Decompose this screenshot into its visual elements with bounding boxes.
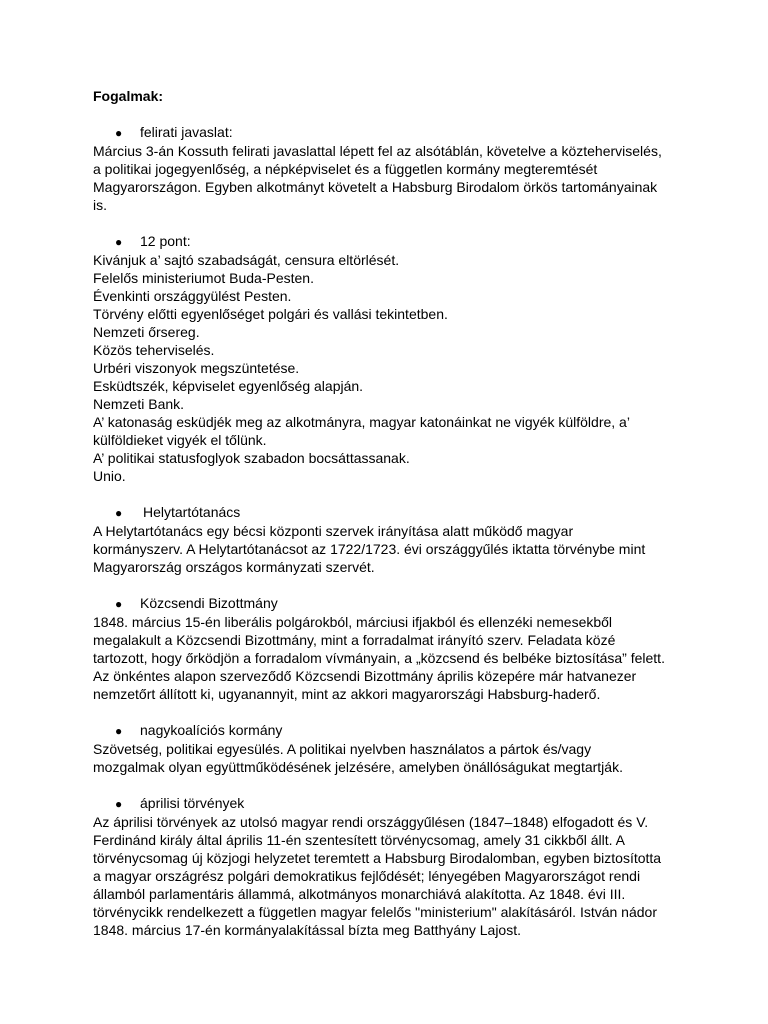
definition-text-line: 1848. március 15-én liberális polgárokból, márciusi ifjakból és ellenzéki nemesekből xyxy=(93,614,613,630)
document-heading: Fogalmak: xyxy=(93,88,164,104)
term-label: nagykoalíciós kormány xyxy=(140,722,283,738)
term-row xyxy=(93,721,678,740)
definition-text-line: a magyar országrész polgári demokratikus fejlődését; lényegében Magyarországot rendi xyxy=(93,868,641,884)
term-row xyxy=(93,503,678,522)
definition-section xyxy=(93,503,678,576)
definition-text-line: tartozott, hogy őrködjön a forradalom vívmányain, a „közcsend és belbéke biztosítása” felett. xyxy=(93,650,665,666)
definition-text-line: A Helytartótanács egy bécsi központi szervek irányítása alatt működő magyar xyxy=(93,523,574,539)
definition-text-line: a politikai jogegyenlőség, a népképviselet és a független kormány megteremtését xyxy=(93,161,598,177)
definition-text-line: Az áprilisi törvények az utolsó magyar rendi országgyűlésen (1847–1848) elfogadott és V. xyxy=(93,814,649,830)
definition-text-line: államból parlamentáris állammá, alkotmányos monarchiává alakította. Az 1848. évi III. xyxy=(93,886,626,902)
bullet-icon: ● xyxy=(115,797,123,811)
definition-text-line: Unio. xyxy=(93,468,126,484)
bullet-icon: ● xyxy=(115,506,123,520)
definition-text-line: Szövetség, politikai egyesülés. A politikai nyelvben használatos a pártok és/vagy xyxy=(93,741,592,757)
definition-section xyxy=(93,721,678,776)
definition-text-line: Nemzeti őrsereg. xyxy=(93,324,200,340)
definition-text-line: 1848. március 17-én kormányalakítással bízta meg Batthyány Lajost. xyxy=(93,922,521,938)
definitions-list xyxy=(93,123,678,939)
definition-text-line: mozgalmak olyan együttműködésének jelzésére, amelyben önállóságukat megtartják. xyxy=(93,759,623,775)
document-page xyxy=(93,87,678,957)
definition-text-line: Magyarországon. Egyben alkotmányt követelt a Habsburg Birodalom örkös tartományainak xyxy=(93,179,658,195)
definition-text-line: A’ katonaság esküdjék meg az alkotmányra, magyar katonáinkat ne vigyék külföldre, a’ xyxy=(93,414,630,430)
term-row xyxy=(93,794,678,813)
bullet-icon: ● xyxy=(115,597,123,611)
definition-section xyxy=(93,123,678,214)
definition-text-line: Magyarország országos kormányzati szervét. xyxy=(93,559,375,575)
term-label: felirati javaslat: xyxy=(140,124,233,140)
definition-text-line: Március 3-án Kossuth felirati javaslattal lépett fel az alsótáblán, követelve a közteherviselés, xyxy=(93,143,662,159)
definition-text-line: Esküdtszék, képviselet egyenlőség alapján. xyxy=(93,378,364,394)
definition-text-line: Urbéri viszonyok megszüntetése. xyxy=(93,360,300,376)
definition-text-line: Évenkinti országgyülést Pesten. xyxy=(93,288,292,304)
definition-text-line: Felelős ministeriumot Buda-Pesten. xyxy=(93,270,314,286)
term-label: áprilisi törvények xyxy=(140,795,245,811)
term-row xyxy=(93,232,678,251)
definition-text-line: megalakult a Közcsendi Bizottmány, mint a forradalmat irányító szerv. Feladata közé xyxy=(93,632,616,648)
definition-text-line: Kivánjuk a’ sajtó szabadságát, censura eltörlését. xyxy=(93,252,400,268)
definition-section xyxy=(93,794,678,939)
definition-text-line: kormányszerv. A Helytartótanácsot az 1722/1723. évi országgyűlés iktatta törvénybe mint xyxy=(93,541,646,557)
term-row xyxy=(93,594,678,613)
definition-text-line: Ferdinánd király által április 11-én szentesített törvénycsomag, amely 31 cikkből állt. A xyxy=(93,832,625,848)
definition-text-line: Törvény előtti egyenlőséget polgári és vallási tekintetben. xyxy=(93,306,448,322)
definition-text-line: Nemzeti Bank. xyxy=(93,396,185,412)
term-label: Közcsendi Bizottmány xyxy=(140,595,278,611)
term-row xyxy=(93,123,678,142)
bullet-icon: ● xyxy=(115,724,123,738)
definition-text-line: Közös teherviselés. xyxy=(93,342,215,358)
bullet-icon: ● xyxy=(115,235,123,249)
definition-text-line: törvénycsomag új közjogi helyzetet teremtett a Habsburg Birodalomban, egyben biztosította xyxy=(93,850,662,866)
definition-text-line: nemzetőrt állított ki, ugyanannyit, mint az akkori magyarországi Habsburg-haderő. xyxy=(93,686,601,702)
definition-text-line: A’ politikai statusfoglyok szabadon bocsáttassanak. xyxy=(93,450,410,466)
definition-text-line: külföldieket vigyék el tőlünk. xyxy=(93,432,267,448)
definition-text-line: Az önkéntes alapon szerveződő Közcsendi Bizottmány április közepére már hatvanezer xyxy=(93,668,637,684)
term-label: Helytartótanács xyxy=(143,504,241,520)
definition-text-line: törvénycikk rendelkezett a független magyar felelős "ministerium" alakításáról. István nádor xyxy=(93,904,657,920)
definition-text-line: is. xyxy=(93,197,107,213)
term-label: 12 pont: xyxy=(140,233,191,249)
definition-section xyxy=(93,232,678,485)
definition-section xyxy=(93,594,678,703)
bullet-icon: ● xyxy=(115,126,123,140)
